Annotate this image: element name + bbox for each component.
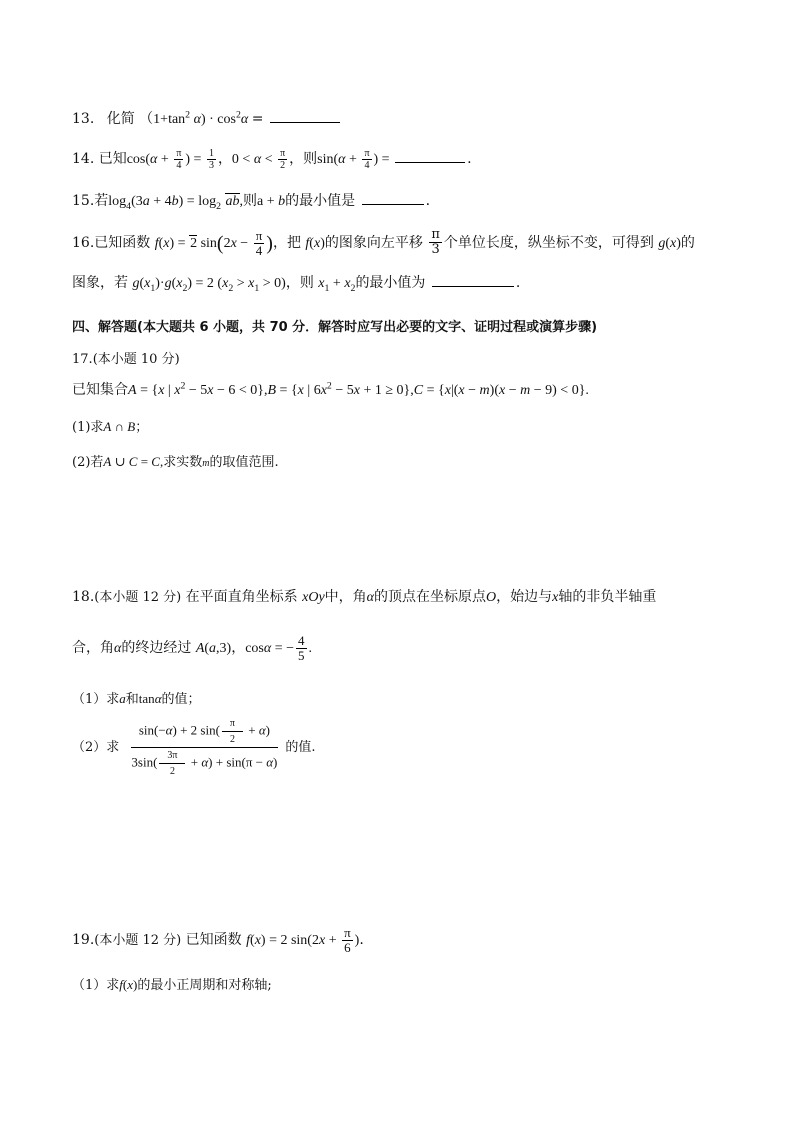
question-14 [72, 148, 472, 171]
math-expression: A(a,3)，cosα = − $\frac{4}{5}$ . [195, 633, 313, 664]
period: . [425, 193, 431, 209]
question-text: 已知集合 [72, 382, 128, 398]
question-19-part-1 [72, 974, 272, 993]
question-number: 19. [72, 932, 95, 949]
question-text: ，始边与 [496, 589, 553, 605]
question-number: 13. [72, 111, 95, 127]
answer-blank [362, 203, 424, 205]
math-expression: f(x) = 2 sin(2x − $\frac{\pi}{4}$ ) [154, 227, 273, 259]
math-expression: α [366, 590, 375, 605]
math-expression: a [119, 691, 126, 706]
math-expression: $\frac{\pi}{3}$ [431, 227, 440, 258]
question-number: 15. [72, 193, 95, 209]
math-expression: sin(α + $\frac{\pi}{4}$ ) = [317, 148, 394, 172]
question-text: 已知 [98, 151, 127, 167]
part-text: ； [135, 420, 149, 435]
question-18-continued [72, 634, 312, 664]
question-number: 16. [72, 234, 95, 251]
period: . [467, 151, 472, 167]
question-number: 14. [72, 151, 95, 167]
answer-blank [395, 161, 465, 163]
question-text: ，则 [285, 275, 314, 291]
period: . [515, 275, 521, 291]
math-expression: $\log_4(3a + 4b) = \log_2$ ab, [108, 194, 243, 212]
math-expression: $g(x_1)\cdot g(x_2) = 2$ $(x_2 > x_1 > 0)$ [132, 276, 286, 294]
question-score: (本小题 10 分) [92, 352, 180, 367]
question-15: 15.若$\log_4(3a + 4b) = \log_2$ ab,则a + b的最小值是 . [72, 193, 431, 212]
question-text: 已知函数 [185, 932, 242, 949]
answer-blank [432, 285, 514, 287]
question-text: 已知函数 [94, 234, 151, 251]
question-text: 在平面直角坐标系 [185, 589, 298, 605]
math-expression: sin(−α) + 2 sin( $\frac{\pi}{2}$ + α) 3sin( $\frac{3\pi}{2}$ + α) + sin(π − α) [131, 718, 278, 777]
question-text: 的终边经过 [121, 640, 192, 657]
question-17-part-1 [72, 416, 148, 435]
part-label: (1)求 [72, 420, 104, 435]
question-text: 的图象向左平移 [324, 234, 423, 251]
question-score: (本小题 12 分) [94, 933, 182, 949]
question-text: 若 [94, 193, 109, 209]
math-expression: tanα [138, 691, 162, 706]
question-text: 的最小值为 [355, 275, 426, 291]
question-text: 的顶点在坐标原点 [374, 589, 487, 605]
part-label: （1）求 [72, 692, 120, 707]
math-expression: g(x) [658, 235, 681, 251]
math-expression: （$1+\tan^2$ $\alpha) \cdot \cos^2\alpha$ [139, 109, 249, 127]
equals-sign: = [251, 111, 264, 127]
question-text: ，则 [289, 151, 318, 167]
question-19 [72, 926, 364, 956]
part-text: 的最小正周期和对称轴; [137, 978, 272, 993]
answer-blank [270, 121, 340, 123]
question-number: 18. [72, 589, 95, 605]
question-17 [72, 379, 589, 399]
question-text: 图象，若 [72, 275, 128, 291]
math-expression: cos(α + $\frac{\pi}{4}$ ) = $\frac{1}{3}$ ，0 < α < $\frac{\pi}{2}$ [126, 148, 286, 172]
math-expression: m [202, 458, 210, 469]
part-text: 的值； [161, 692, 201, 707]
math-expression: O [486, 590, 497, 605]
question-17-part-2 [72, 451, 279, 470]
math-expression: A ∩ B [103, 419, 136, 434]
question-text: 的最小值是 [285, 193, 356, 209]
period: . [359, 932, 364, 949]
question-score: (本小题 12 分) [94, 590, 182, 605]
question-18-part-2 [72, 718, 316, 777]
part-text: 和 [125, 692, 139, 707]
question-text: ，把 [272, 234, 301, 251]
question-16-continued [72, 272, 520, 294]
question-text: 个单位长度，纵坐标不变，可得到 [443, 234, 654, 251]
math-expression: f(x) [119, 977, 138, 992]
question-18 [72, 586, 656, 606]
part-label: （2）求 [72, 740, 120, 755]
part-text: 求实数 [163, 455, 203, 470]
question-text: 的 [680, 234, 695, 251]
section-heading: 四、解答题(本大题共 6 小题，共 70 分．解答时应写出必要的文字、证明过程或演算步骤) [72, 320, 598, 335]
part-label: （1）求 [72, 978, 120, 993]
question-text: 化简 [106, 111, 135, 127]
math-expression: f(x) [305, 235, 325, 251]
math-expression: A ∪ C = C, [103, 454, 164, 469]
question-text: 轴的非负半轴重 [558, 589, 657, 605]
question-16 [72, 228, 695, 258]
math-expression: f(x) = 2 sin(2x + $\frac{\pi}{6}$ ) [246, 925, 360, 956]
question-text: 则 [243, 193, 257, 209]
question-number: 17. [72, 352, 93, 367]
math-expression: A = {x | $x^2 - 5x - 6 < 0\},B = \{x$ | $6x^2 - 5x + 1 \ge 0\},C = \{x|(x - m)(x - m - 9) < 0\}$. [128, 380, 589, 398]
question-17-header [72, 348, 180, 367]
part-label: (2)若 [72, 455, 104, 470]
math-expression: α [114, 641, 122, 657]
question-13 [72, 108, 342, 128]
part-text: 的取值范围. [209, 455, 279, 470]
math-expression: x [552, 590, 559, 605]
question-18-part-1 [72, 688, 201, 707]
math-expression: xOy [302, 590, 325, 605]
question-text: 中，角 [324, 589, 367, 605]
part-text: 的值. [285, 740, 316, 755]
math-expression: $x_1 + x_2$ [318, 276, 356, 294]
question-text: 合，角 [72, 640, 114, 657]
math-expression: a [257, 194, 264, 209]
